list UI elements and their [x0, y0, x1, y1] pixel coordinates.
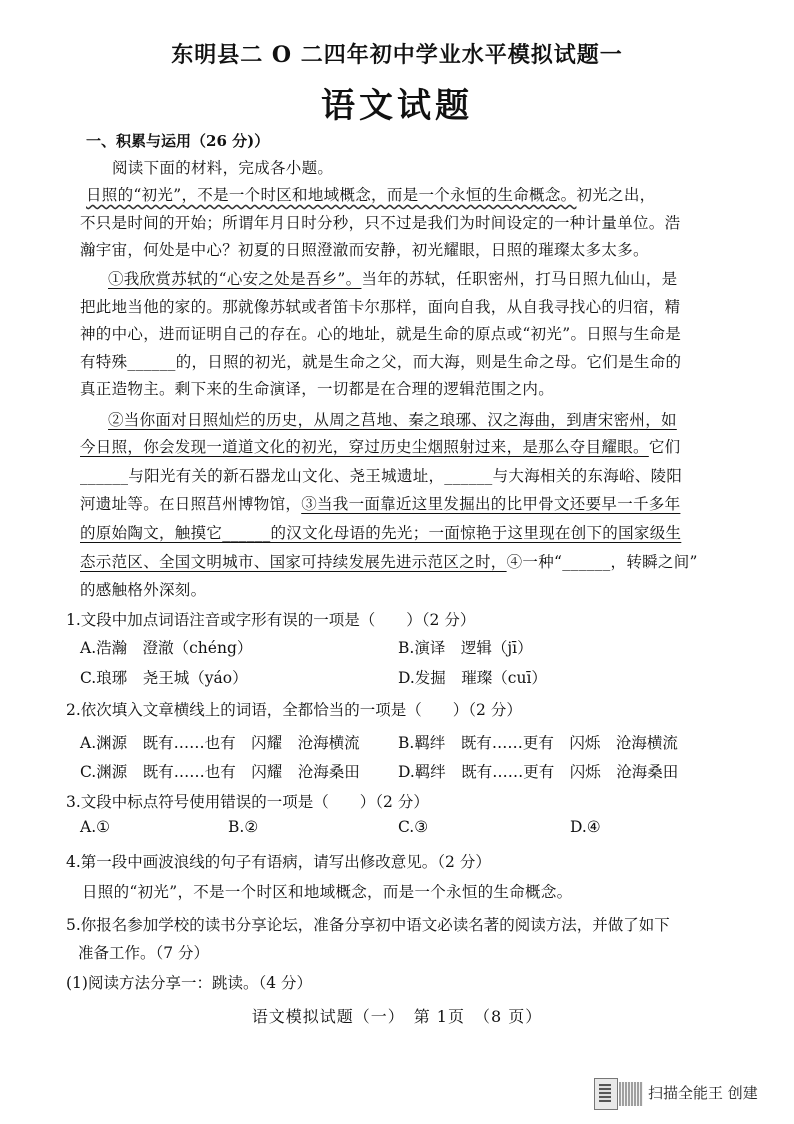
- instruction: 阅读下面的材料，完成各小题。: [112, 159, 334, 177]
- passage-line: ②当你面对日照灿烂的历史，从周之莒地、秦之琅琊、汉之海曲，到唐宋密州，如: [108, 411, 677, 429]
- question-stem: 1.文段中加点词语注音或字形有误的一项是（ ）（2 分）: [66, 611, 476, 629]
- passage-line: 今日照，你会发现一道道文化的初光，穿过历史尘烟照射过来，是那么夺目耀眼。它们: [80, 438, 681, 456]
- page-footer: 语文模拟试题（一） 第 1页 （8 页）: [251, 1007, 543, 1026]
- passage-line: 的原始陶文，触摸它______的汉文化母语的先光；一面惊艳于这里现在创下的国家级生: [80, 524, 682, 542]
- passage-line: 不只是时间的开始；所谓年月日时分秒，只不过是我们为时间设定的一种计量单位。浩: [80, 214, 681, 232]
- option-c: C.③: [398, 818, 429, 836]
- wavy-sentence: 日照的“初光”，不是一个时区和地域概念，而是一个永恒的生命概念。: [86, 186, 577, 204]
- option-b: B.演译 逻辑（jī）: [398, 639, 533, 657]
- passage-line: 瀚宇宙，何处是中心？初夏的日照澄澈而安静，初光耀眼，日照的璀璨太多太多。: [80, 241, 649, 259]
- passage-line: ______与阳光有关的新石器龙山文化、尧王城遗址，______与大海相关的东海峪、陵阳: [80, 467, 683, 485]
- qr-code-icon: [619, 1082, 643, 1106]
- passage-line: 的感触格外深刻。: [80, 581, 207, 599]
- option-a: A.浩瀚 澄澈（chéng）: [80, 639, 253, 657]
- question-stem: 3.文段中标点符号使用错误的一项是（ ）（2 分）: [66, 793, 429, 811]
- option-a: A.①: [80, 818, 111, 836]
- scanner-logo-icon: [594, 1078, 618, 1110]
- option-d: D.发掘 璀璨（cuī）: [398, 669, 547, 687]
- passage-line: 真正造物主。剩下来的生命演译，一切都是在合理的逻辑范围之内。: [80, 380, 555, 398]
- scanner-watermark: 扫描全能王 创建: [648, 1084, 758, 1102]
- question-stem: 5.你报名参加学校的读书分享论坛，准备分享初中语文必读名著的阅读方法，并做了如下: [66, 916, 670, 934]
- option-d: D.④: [570, 818, 601, 836]
- passage-line: 日照的“初光”，不是一个时区和地域概念，而是一个永恒的生命概念。初光之出，: [86, 186, 656, 204]
- sub-question: (1)阅读方法分享一：跳读。（4 分）: [66, 974, 312, 992]
- option-b: B.②: [228, 818, 259, 836]
- question-stem: 4.第一段中画波浪线的句子有语病，请写出修改意见。（2 分）: [66, 853, 491, 871]
- option-b: B.羁绊 既有……更有 闪烁 沧海横流: [398, 734, 678, 752]
- exam-title: 东明县二 O 二四年初中学业水平模拟试题一: [171, 42, 623, 68]
- section-heading: 一、积累与运用（26 分)）: [86, 132, 270, 150]
- passage-line: 把此地当他的家的。那就像苏轼或者笛卡尔那样，面向自我，从自我寻找心的归宿，精: [80, 298, 681, 316]
- option-c: C.渊源 既有……也有 闪耀 沧海桑田: [80, 763, 360, 781]
- option-c: C.琅琊 尧王城（yáo）: [80, 669, 248, 687]
- exam-subtitle: 语文试题: [321, 86, 473, 126]
- option-a: A.渊源 既有……也有 闪耀 沧海横流: [80, 734, 360, 752]
- question-stem: 2.依次填入文章横线上的词语，全都恰当的一项是（ ）（2 分）: [66, 701, 522, 719]
- quoted-sentence: 日照的“初光”，不是一个时区和地域概念，而是一个永恒的生命概念。: [82, 883, 573, 901]
- passage-line: 神的中心，进而证明自己的存在。心的地址，就是生命的原点或“初光”。日照与生命是: [80, 325, 682, 343]
- passage-line: 河遗址等。在日照莒州博物馆，③当我一面靠近这里发掘出的比甲骨文还要早一千多年: [80, 495, 681, 513]
- passage-line: 有特殊______的，日照的初光，就是生命之父，而大海，则是生命之母。它们是生命的: [80, 353, 682, 371]
- passage-line: 态示范区、全国文明城市、国家可持续发展先进示范区之时，④一种“______，转瞬之间”: [80, 553, 698, 571]
- option-d: D.羁绊 既有……更有 闪烁 沧海桑田: [398, 763, 679, 781]
- question-stem-cont: 准备工作。（7 分）: [78, 944, 210, 962]
- passage-line: ①我欣赏苏轼的“心安之处是吾乡”。当年的苏轼，任职密州，打马日照九仙山，是: [108, 270, 678, 288]
